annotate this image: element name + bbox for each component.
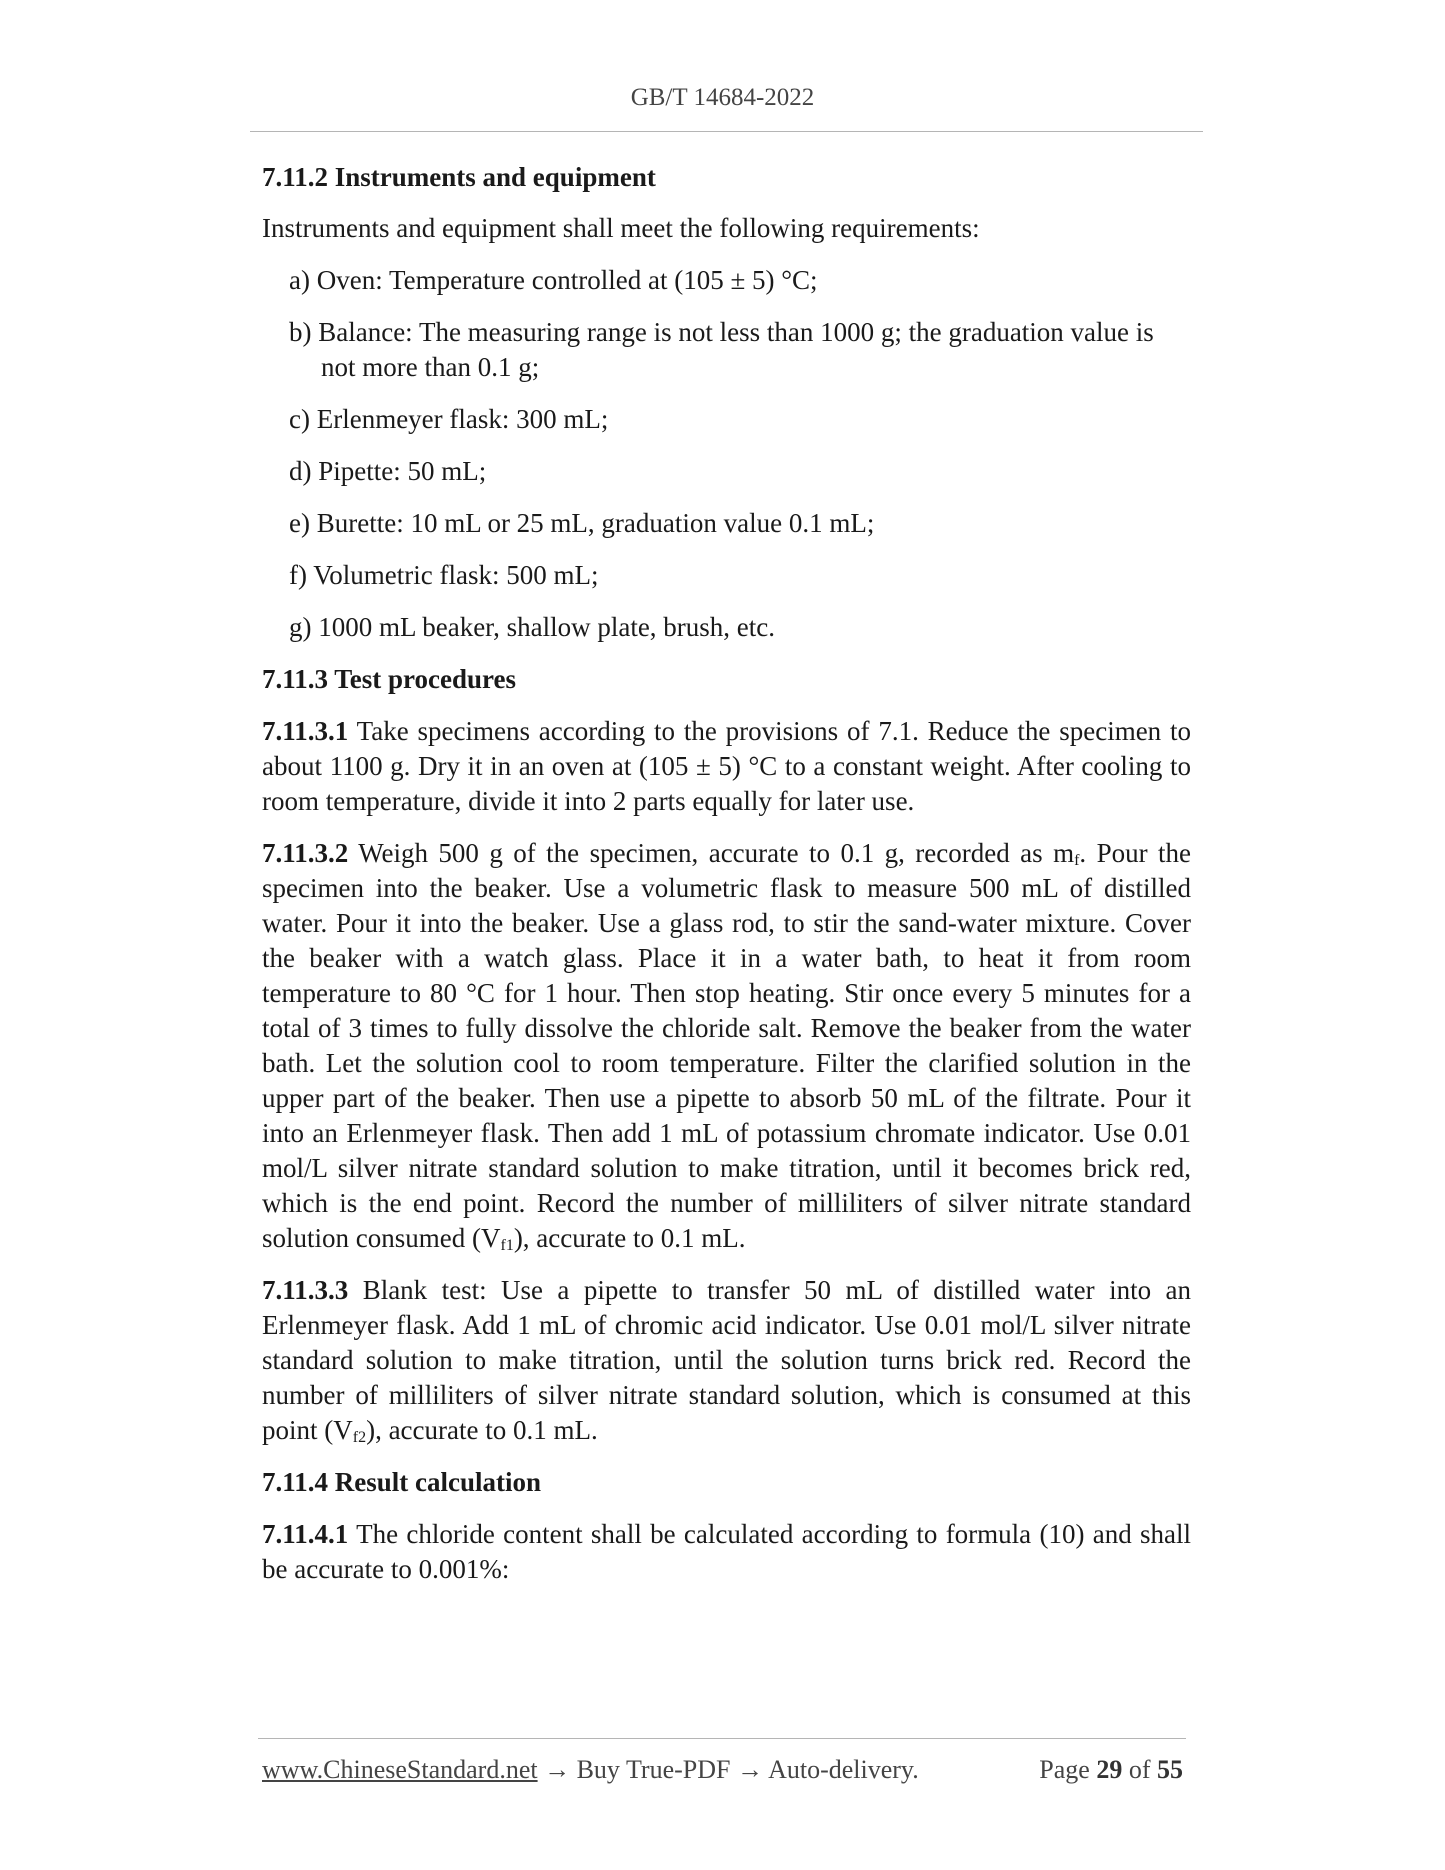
page-header <box>0 84 1445 112</box>
clause-number: 7.11.3.1 <box>262 716 349 746</box>
site-link[interactable]: www.ChineseStandard.net <box>262 1755 538 1784</box>
section-heading-7-11-2: 7.11.2 Instruments and equipment <box>262 162 656 192</box>
page-number: 29 <box>1096 1755 1123 1784</box>
total-pages: 55 <box>1157 1755 1183 1784</box>
page-counter <box>1039 1755 1183 1785</box>
paragraph-7-11-3-3 <box>262 1273 1191 1448</box>
equipment-item: b) Balance: The measuring range is not less than 1000 g; the graduation value is not more than 0.1 g; <box>289 317 1154 382</box>
equipment-item: d) Pipette: 50 mL; <box>289 456 487 486</box>
footer-divider <box>258 1738 1186 1739</box>
equipment-list <box>262 263 1191 645</box>
clause-text: Take specimens according to the provisions of 7.1. Reduce the specimen to about 1100 g. Dry it in an oven at (105 ± 5) °C to a constant weight. After cooling to room temperature, divide it into 2 parts equally for later use. <box>262 716 1192 816</box>
section-heading-7-11-3: 7.11.3 Test procedures <box>262 664 517 694</box>
clause-text: Blank test: Use a pipette to transfer 50 mL of distilled water into an Erlenmeyer flask. Add 1 mL of chromic acid indicator. Use 0.01 mol/L silver nitrate standard solution to make titration, until the solution turns brick red. Record the number of milliliters of silver nitrate standard solution, which is consumed at this point (V <box>262 1275 1191 1445</box>
clause-number: 7.11.4.1 <box>262 1519 349 1549</box>
clause-text: ), accurate to 0.1 mL. <box>366 1415 598 1445</box>
of-label: of <box>1128 1755 1151 1784</box>
paragraph-7-11-4-1 <box>262 1517 1191 1587</box>
document-id: GB/T 14684-2022 <box>630 84 815 111</box>
equipment-intro: Instruments and equipment shall meet the following requirements: <box>262 213 980 243</box>
equipment-item: a) Oven: Temperature controlled at (105 ± 5) °C; <box>289 265 818 295</box>
clause-number: 7.11.3.3 <box>262 1275 349 1305</box>
equipment-item: c) Erlenmeyer flask: 300 mL; <box>289 404 609 434</box>
clause-text: The chloride content shall be calculated according to formula (10) and shall be accurate to 0.001%: <box>262 1519 1192 1584</box>
paragraph-7-11-3-2 <box>262 836 1191 1256</box>
subscript: f1 <box>500 1237 514 1254</box>
clause-text: Weigh 500 g of the specimen, accurate to 0.1 g, recorded as m <box>358 838 1075 868</box>
page-content <box>262 160 1191 1587</box>
paragraph-7-11-3-1 <box>262 714 1191 819</box>
arrow-icon: → <box>737 1755 763 1784</box>
clause-text: . Pour the specimen into the beaker. Use a volumetric flask to measure 500 mL of distilled water. Pour it into the beaker. Use a glass rod, to stir the sand-water mixture. Cover the beaker with a watch glass. Place it in a water bath, to heat it from room temperature to 80 °C for 1 hour. Then stop heating. Stir once every 5 minutes for a total of 3 times to fully dissolve the chloride salt. Remove the beaker from the water bath. Let the solution cool to room temperature. Filter the clarified solution in the upper part of the beaker. Then use a pipette to absorb 50 mL of the filtrate. Pour it into an Erlenmeyer flask. Then add 1 mL of potassium chromate indicator. Use 0.01 mol/L silver nitrate standard solution to make titration, until it becomes brick red, which is the end point. Record the number of milliliters of silver nitrate standard solution consumed (V <box>262 838 1191 1253</box>
clause-number: 7.11.3.2 <box>262 838 349 868</box>
page-label: Page <box>1039 1755 1090 1784</box>
subscript: f2 <box>352 1429 367 1446</box>
equipment-item: e) Burette: 10 mL or 25 mL, graduation value 0.1 mL; <box>289 508 875 538</box>
footer-promo <box>262 1755 919 1785</box>
section-heading-7-11-4: 7.11.4 Result calculation <box>262 1467 542 1497</box>
subscript: f <box>1074 852 1080 869</box>
clause-text: ), accurate to 0.1 mL. <box>513 1223 746 1253</box>
equipment-item: f) Volumetric flask: 500 mL; <box>289 560 599 590</box>
header-divider <box>250 131 1203 132</box>
buy-text: Buy True-PDF <box>576 1755 731 1784</box>
equipment-item: g) 1000 mL beaker, shallow plate, brush, etc. <box>289 612 776 642</box>
delivery-text: Auto-delivery. <box>768 1755 919 1784</box>
arrow-icon: → <box>544 1755 571 1784</box>
